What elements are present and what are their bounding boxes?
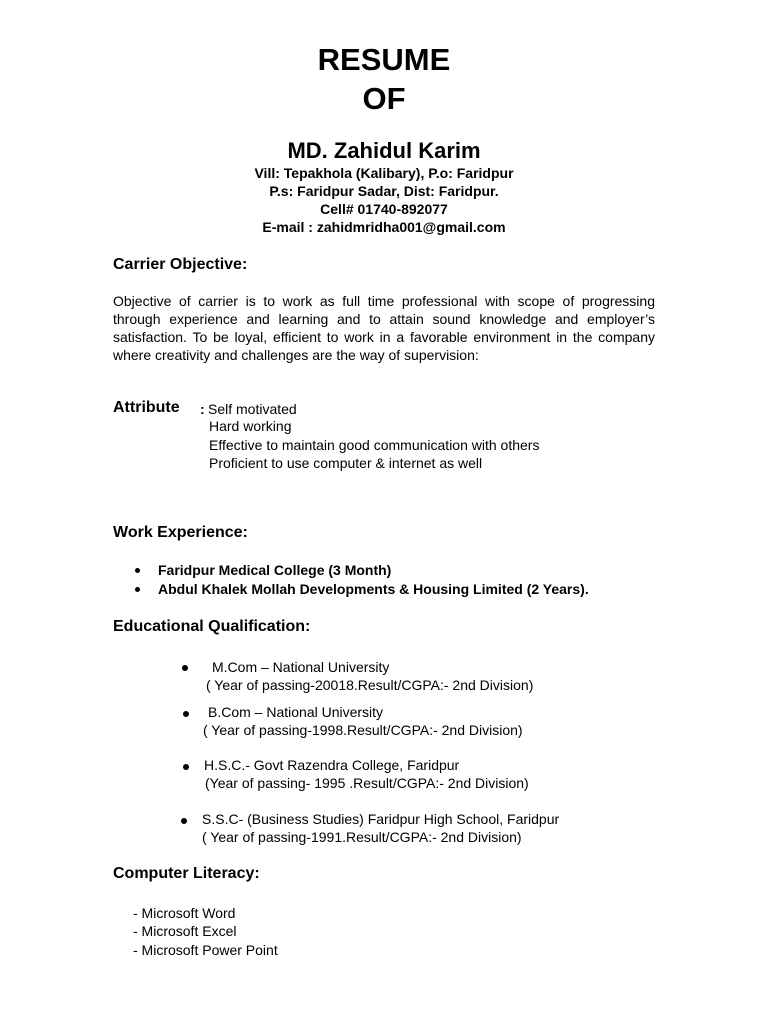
education-detail: ( Year of passing-1998.Result/CGPA:- 2nd Division) [203, 722, 523, 738]
cell-number: Cell# 01740-892077 [320, 201, 448, 217]
attribute-item: Hard working [209, 418, 292, 434]
candidate-name: MD. Zahidul Karim [287, 138, 481, 163]
education-detail: ( Year of passing-20018.Result/CGPA:- 2nd Division) [206, 677, 534, 693]
address-line-2: P.s: Faridpur Sadar, Dist: Faridpur. [269, 183, 499, 199]
bullet-icon [135, 561, 158, 579]
education-title: B.Com – National University [208, 704, 384, 720]
resume-title-line2: OF [362, 81, 406, 116]
bullet-icon [183, 711, 189, 717]
objective-heading: Carrier Objective: [113, 256, 248, 273]
work-item-label: Abdul Khalek Mollah Developments & Housing Limited (2 Years). [158, 581, 589, 597]
work-item [135, 580, 589, 598]
education-title: H.S.C.- Govt Razendra College, Faridpur [204, 757, 460, 773]
education-title: M.Com – National University [212, 659, 390, 675]
work-heading: Work Experience: [113, 524, 248, 541]
computer-item: - Microsoft Power Point [133, 942, 278, 958]
bullet-icon [135, 580, 158, 598]
computer-item: - Microsoft Word [133, 905, 236, 921]
email-address: E-mail : zahidmridha001@gmail.com [262, 219, 506, 235]
bullet-icon [181, 818, 187, 824]
education-heading: Educational Qualification: [113, 618, 311, 635]
education-title: S.S.C- (Business Studies) Faridpur High School, Faridpur [202, 811, 560, 827]
objective-text: Objective of carrier is to work as full time professional with scope of progressing through experience and learning and to attain sound knowledge and employer’s satisfaction. To be loyal, efficient to work in a favorable environment in the company where creativity and challenges are the way of supervision: [113, 293, 655, 363]
address-line-1: Vill: Tepakhola (Kalibary), P.o: Faridpur [254, 165, 514, 181]
education-detail: (Year of passing- 1995 .Result/CGPA:- 2nd Division) [205, 775, 529, 791]
attribute-item: Proficient to use computer & internet as well [209, 455, 483, 471]
work-item [135, 561, 391, 579]
bullet-icon [182, 665, 188, 671]
attribute-item: Effective to maintain good communication with others [209, 437, 540, 453]
attribute-separator: : [200, 401, 205, 417]
computer-heading: Computer Literacy: [113, 865, 260, 882]
attribute-item: Self motivated [208, 401, 297, 417]
education-detail: ( Year of passing-1991.Result/CGPA:- 2nd Division) [202, 829, 522, 845]
bullet-icon [183, 764, 189, 770]
attribute-heading: Attribute [113, 399, 180, 416]
computer-item: - Microsoft Excel [133, 923, 237, 939]
work-item-label: Faridpur Medical College (3 Month) [158, 562, 392, 578]
resume-title-line1: RESUME [317, 42, 451, 77]
